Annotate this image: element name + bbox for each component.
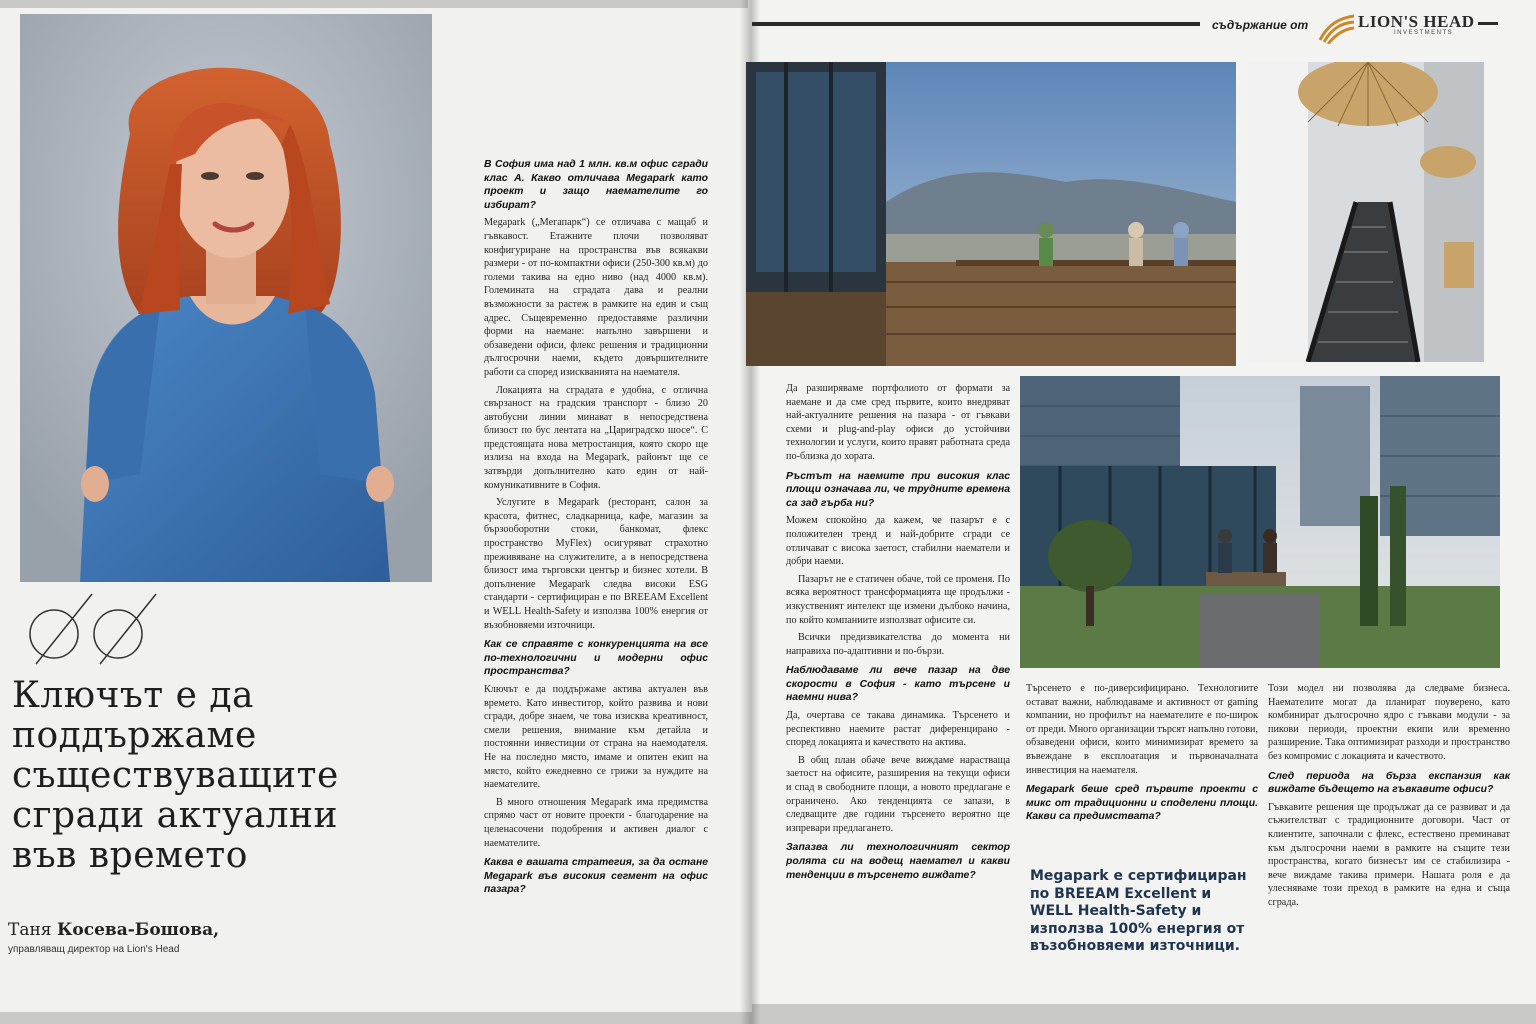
headline-line: поддържаме bbox=[12, 715, 257, 756]
article-paragraph: Да разширяваме портфолиото от формати за наемане и да сме сред първите, които внедряват най-актуалните решения на пазара - от гъвкави схеми и plug-and-play офиси до устойчиви технологии и услуги, които правят работната среда по-близка до хората. bbox=[786, 383, 1010, 462]
interview-question: Ръстът на наемите при високия клас площи означава ли, че трудните времена са зад гърба ни? bbox=[786, 470, 1010, 509]
interview-question: Как се справяте с конкуренцията на все по-технологични и модерни офис пространства? bbox=[484, 639, 708, 678]
article-column-right-1 bbox=[1026, 682, 1258, 828]
headline-line: сгради актуални bbox=[12, 795, 339, 836]
article-paragraph: В много отношения Megapark има предимства спрямо част от новите проекти - благодарение на целенасочени подобрения и активен диалог с наемателите. bbox=[484, 796, 708, 849]
byline-role: управляващ директор на Lion's Head bbox=[8, 944, 180, 955]
article-paragraph: Да, очертава се такава динамика. Търсенето и респективно наемите растат диференцирано - според локацията и качеството на актива. bbox=[786, 710, 1010, 749]
header-rule-end bbox=[1478, 22, 1498, 25]
article-paragraph: В общ план обаче вече виждаме нарастваща заетост на офисите, разширения на текущи офиси и спад в свободните площи, а новото предлагане е ограничено. Ако тенденцията се запази, в следващите две години търсенето вероятно ще изпревари предлагането. bbox=[786, 754, 1010, 834]
headline-line: Ключът е да bbox=[12, 675, 255, 716]
logo-subtext: INVESTMENTS bbox=[1394, 30, 1454, 36]
interview-question: Megapark беше сред първите проекти с микс от традиционни и споделени площи. Какви са предимствата? bbox=[1026, 784, 1258, 823]
article-column-middle bbox=[786, 382, 1010, 886]
interview-question: След периода на бърза експанзия как виждате бъдещето на гъвкавите офиси? bbox=[1268, 770, 1510, 796]
article-column-left bbox=[484, 152, 708, 901]
byline-last-name: Косева-Бошова, bbox=[56, 920, 220, 940]
pull-quote: Megapark е сертифициран по BREEAM Excellent и WELL Health-Safety и използва 100% енергия от възобновяеми източници. bbox=[1030, 868, 1247, 954]
quote-mark-icon bbox=[14, 592, 164, 672]
article-paragraph: Гъвкавите решения ще продължат да се развиват и да съжителстват с традиционните договори. Част от клиентите, започнали с флекс, естествено преминават към дългосрочни наеми в рамките на същите тези пространства, когато бизнесът им се стабилизира - вече виждаме такива примери. Нашата роля е да улесняваме този преход в рамките на една и съща сграда. bbox=[1268, 801, 1510, 908]
byline-name bbox=[8, 920, 308, 940]
escalator-photo bbox=[1248, 62, 1484, 362]
terrace-photo bbox=[746, 62, 1236, 366]
rooftop-garden-photo bbox=[1020, 376, 1500, 668]
headline bbox=[12, 676, 442, 876]
article-paragraph: Всички предизвикателства до момента ни направиха по-адаптивни и по-бързи. bbox=[786, 632, 1010, 657]
article-paragraph: Този модел ни позволява да следваме бизнеса. Наемателите могат да планират поуверено, като комбинират дългосрочно ядро с гъвкави модули - за пикови периоди, проектни екипи или временно разширение. Така оптимизират разходи и пространство без компромис с локацията и качеството. bbox=[1268, 683, 1510, 762]
article-column-right-2 bbox=[1268, 682, 1510, 914]
headline-line: съществуващите bbox=[12, 755, 339, 796]
interview-question: Наблюдаваме ли вече пазар на две скорости в София - като търсене и наемни нива? bbox=[786, 665, 1010, 704]
byline-first-name: Таня bbox=[8, 920, 57, 940]
interview-question: Каква е вашата стратегия, за да остане Megapark във високия сегмент на офис пазара? bbox=[484, 857, 708, 896]
article-paragraph: Услугите в Megapark (ресторант, салон за красота, фитнес, сладкарница, кафе, магазин за бързооборотни стоки, банкомат, флекс пространство MyFlex) осигуряват страхотно преживяване на служителите, а в непосредствена близост има търговски център и бизнес хотели. В допълнение Megapark следва високи ESG стандарти - сертифициран е по BREEAM Excellent и WELL Health-Safety и използва 100% енергия от възобновяеми източници. bbox=[484, 497, 708, 631]
article-paragraph: Ключът е да поддържаме актива актуален във времето. Като инвеститор, който развива и нови сгради, добре знаем, че това изисква креативност, смели решения, внимание към детайла и постоянни инвестиции от страна на наемодателя. Не на последно място, имаме и опитен екип на място, който ежедневно се грижи за нуждите на наемателите. bbox=[484, 683, 708, 791]
header-label: съдържание от bbox=[1212, 18, 1309, 32]
article-paragraph: Megapark („Мегапарк“) се отличава с мащаб и гъвкавост. Етажните плочи позволяват конфигуриране на пространства във всякакви размери - от по-компактни офиси (250-300 кв.м) до големи такива на едно ниво (над 4000 кв.м). Големината на сградата дава и реални възможности за растеж в рамките на един и същ адрес. Същевременно предоставяме различни форми на наемане: напълно завършени и обзаведени офиси, флекс решения и традиционни дългосрочни наеми, където довършителните работи са според изискванията на наемателя. bbox=[484, 217, 708, 378]
header-rule bbox=[752, 22, 1200, 26]
article-paragraph: Можем спокойно да кажем, че пазарът е с положителен тренд и най-добрите сгради се отличават с висока заетост, стабилни наематели и добри наеми. bbox=[786, 515, 1010, 568]
portrait-photo bbox=[20, 14, 432, 582]
logo-text: LION'S HEAD bbox=[1358, 12, 1475, 31]
interview-question: Запазва ли технологичният сектор ролята си на водещ наемател и какви тенденции в търсенето виждате? bbox=[786, 842, 1010, 881]
article-paragraph: Пазарът не е статичен обаче, той се променя. По всяка вероятност трансформацията ще продължи - изкуственият интелект ще измени дълбоко начина, по който компаниите използват офисите си. bbox=[786, 573, 1010, 626]
interview-question: В София има над 1 млн. кв.м офис сгради клас А. Какво отличава Megapark като проект и защо наемателите го избират? bbox=[484, 159, 708, 211]
headline-line: във времето bbox=[12, 835, 248, 876]
article-paragraph: Локацията на сградата е удобна, с отлична свързаност на градския транспорт - близо 20 автобусни линии минават в непосредствена близост по бус лентата на „Цариградско шосе“. С предстоящата нова метростанция, която скоро ще излиза на входа на Megapark, районът ще се затвърди допълнително като един от най-комуникативните в София. bbox=[484, 384, 708, 491]
article-paragraph: Търсенето е по-диверсифицирано. Технологиите остават важни, наблюдаваме и активност от gaming компании, но профилът на наемателите е по-широк от преди. Много организации търсят напълно готови, обзаведени офиси, които минимизират времето за въвеждане в експлоатация и първоначалната инвестиция на наемателя. bbox=[1026, 683, 1258, 776]
